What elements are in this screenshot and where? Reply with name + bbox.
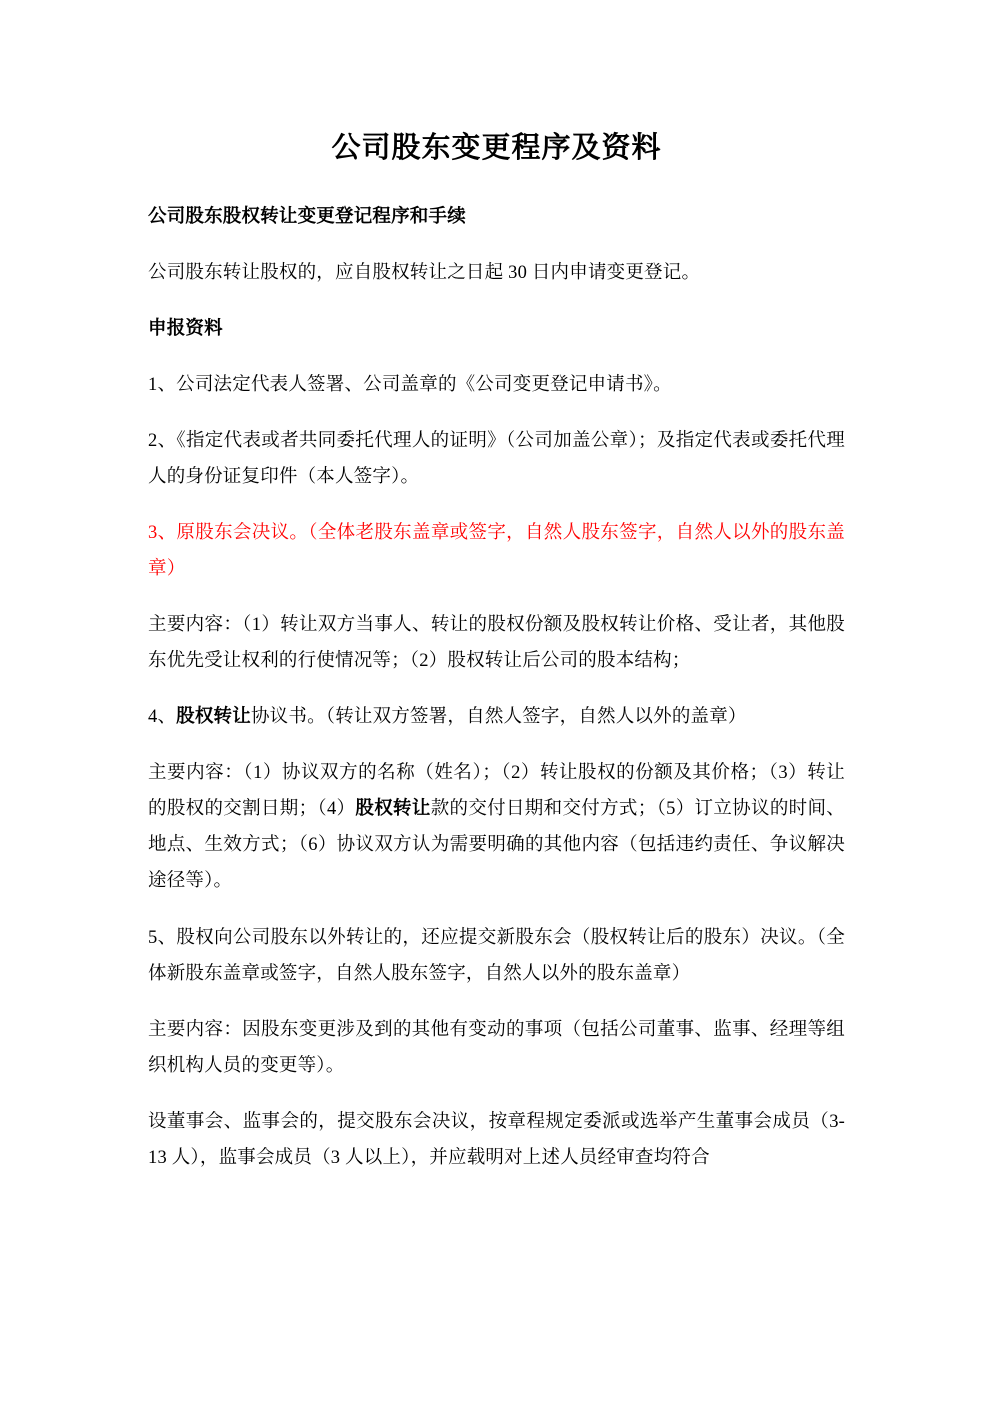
list-item-4-detail-part-1: 股权转让 — [355, 799, 431, 820]
paragraph-board-composition: 设董事会、监事会的，提交股东会决议，按章程规定委派或选举产生董事会成员（3-13 人），监事会成员（3 人以上），并应载明对上述人员经审查均符合 — [148, 1111, 845, 1168]
list-item-3: 3、原股东会决议。（全体老股东盖章或签字，自然人股东签字，自然人以外的股东盖章） — [148, 522, 845, 580]
page-title: 公司股东变更程序及资料 — [331, 132, 662, 164]
section-heading-procedure: 公司股东股权转让变更登记程序和手续 — [148, 206, 466, 227]
list-item-4-part-2: 协议书。（转让双方签署，自然人签字，自然人以外的盖章） — [250, 707, 747, 728]
list-item-4-detail-part-2: 款的交付日期和交付方式；（5）订立协议的时间、地点、生效方式；（6）协议双方认为需要明确的其他内容（包括违约责任、争议解决途径等）。 — [148, 799, 845, 892]
list-item-1: 1、公司法定代表人签署、公司盖章的《公司变更登记申请书》。 — [148, 374, 672, 395]
list-item-4-part-1: 股权转让 — [176, 707, 251, 728]
list-item-4-part-0: 4、 — [148, 707, 177, 728]
paragraph-registration-deadline: 公司股东转让股权的，应自股权转让之日起 30 日内申请变更登记。 — [148, 262, 701, 283]
list-item-5: 5、股权向公司股东以外转让的，还应提交新股东会（股权转让后的股东）决议。（全体新股东盖章或签字，自然人股东签字，自然人以外的股东盖章） — [148, 927, 845, 984]
list-item-5-detail: 主要内容：因股东变更涉及到的其他有变动的事项（包括公司董事、监事、经理等组织机构人员的变更等）。 — [148, 1019, 845, 1076]
list-item-4-detail — [148, 755, 845, 899]
list-item-2: 2、《指定代表或者共同委托代理人的证明》（公司加盖公章）；及指定代表或委托代理人的身份证复印件（本人签字）。 — [148, 430, 845, 487]
list-item-3-detail: 主要内容：（1）转让双方当事人、转让的股权份额及股权转让价格、受让者，其他股东优先受让权利的行使情况等；（2）股权转让后公司的股本结构； — [148, 615, 845, 672]
list-item-4-detail-part-0: 主要内容：（1）协议双方的名称（姓名）；（2）转让股权的份额及其价格；（3）转让的股权的交割日期；（4） — [148, 763, 845, 820]
list-item-4 — [148, 699, 845, 735]
section-heading-materials: 申报资料 — [148, 318, 223, 339]
